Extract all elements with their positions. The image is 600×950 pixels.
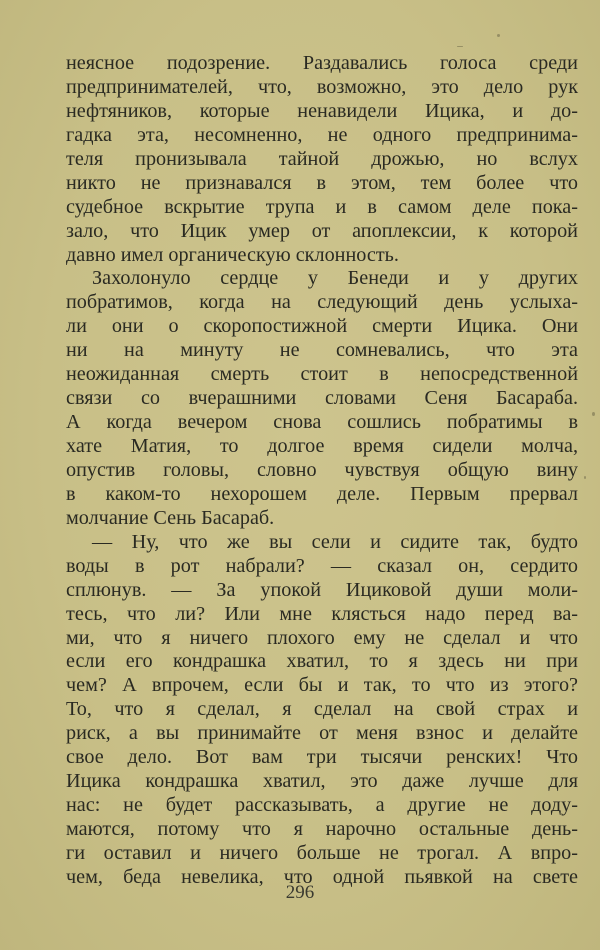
paper-speck xyxy=(584,476,586,479)
text-line: неясное подозрение. Раздавались голоса среди xyxy=(66,52,578,74)
text-line: опустив головы, словно чувствуя общую вину xyxy=(66,458,578,481)
text-line: гадка эта, несомненно, не одного предпринима- xyxy=(66,123,578,146)
text-line: судебное вскрытие трупа и в самом деле пока- xyxy=(66,195,578,218)
text-line: сплюнув. — За упокой Ициковой души моли- xyxy=(66,578,578,601)
text-line: молчание Сень Басараб. xyxy=(66,506,275,529)
text-line: ги оставил и ничего больше не трогал. А впро- xyxy=(66,841,578,864)
text-line: маются, потому что я нарочно остальные день- xyxy=(66,818,578,840)
paper-speck xyxy=(592,412,595,416)
text-line: нас: не будет рассказывать, а другие не доду- xyxy=(66,794,578,817)
text-line: А когда вечером снова сошлись побратимы в xyxy=(66,411,578,434)
text-line: чем? А впрочем, если бы и так, то что из этого? xyxy=(66,674,578,697)
text-line: ни на минуту не сомневались, что эта xyxy=(66,339,578,362)
text-line: никто не признавался в этом, тем более что xyxy=(66,171,578,194)
text-line: в каком-то нехорошем деле. Первым прервал xyxy=(66,482,578,505)
text-line: если его кондрашка хватил, то я здесь ни при xyxy=(66,650,578,673)
text-line: давно имел органическую склонность. xyxy=(66,243,399,266)
text-line: хате Матия, то долгое время сидели молча, xyxy=(66,435,578,457)
text-line: теля пронизывала тайной дрожью, но вслух xyxy=(66,147,578,170)
text-line: Ицика кондрашка хватил, это даже лучше для xyxy=(66,770,578,793)
text-line: ли они о скоропостижной смерти Ицика. Они xyxy=(66,315,578,338)
body-text xyxy=(66,52,578,890)
page-number: 296 xyxy=(285,882,315,903)
text-line: предпринимателей, что, возможно, это дело рук xyxy=(66,75,578,98)
text-line: побратимов, когда на следующий день услыха- xyxy=(66,291,578,314)
text-line: свое дело. Вот вам три тысячи ренских! Что xyxy=(66,746,578,769)
text-line: нефтяников, которые ненавидели Ицика, и до- xyxy=(66,99,578,122)
text-line: зало, что Ицик умер от апоплексии, к которой xyxy=(66,219,578,242)
text-line: Захолонуло сердце у Бенеди и у других xyxy=(92,267,578,290)
text-line: То, что я сделал, я сделал на свой страх и xyxy=(66,698,578,721)
text-line: — Ну, что же вы сели и сидите так, будто xyxy=(92,530,578,553)
text-line: тесь, что ли? Или мне клясться надо перед ва- xyxy=(66,602,578,625)
paper-speck xyxy=(497,34,500,37)
text-line: чем, беда невелика, что одной пьявкой на свете xyxy=(66,865,578,888)
paper-speck xyxy=(457,46,463,47)
text-line: риск, а вы принимайте от меня взнос и делайте xyxy=(66,722,578,745)
text-line: неожиданная смерть стоит в непосредственной xyxy=(66,363,578,386)
text-line: воды в рот набрали? — сказал он, сердито xyxy=(66,554,578,577)
text-line: связи со вчерашними словами Сеня Басараба. xyxy=(66,387,578,410)
text-line: ми, что я ничего плохого ему не сделал и что xyxy=(66,626,578,649)
